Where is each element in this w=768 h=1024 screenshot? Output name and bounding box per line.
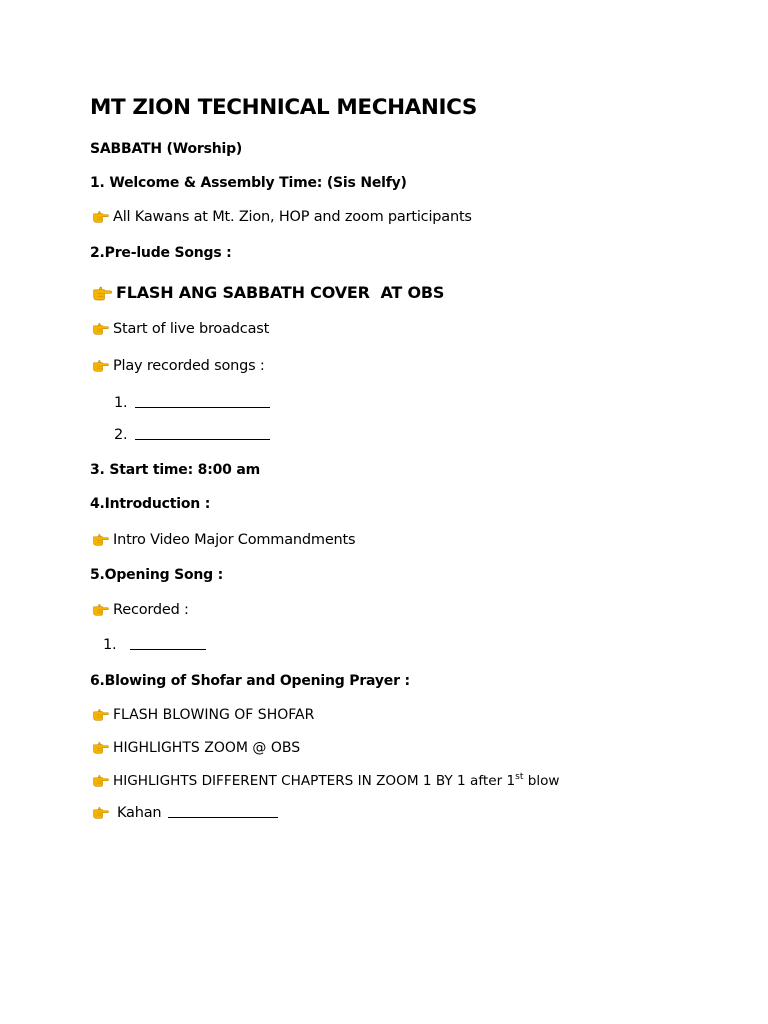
list-item — [92, 532, 355, 548]
section-4-heading: 4.Introduction : — [90, 496, 211, 512]
page-title: MT ZION TECHNICAL MECHANICS — [90, 95, 477, 120]
item-text: Play recorded songs : — [113, 358, 265, 374]
item-number: 1. — [114, 395, 128, 411]
pointing-hand-icon — [92, 321, 109, 335]
section-2-heading: 2.Pre-lude Songs : — [90, 245, 232, 261]
item-text-tail: blow — [523, 773, 560, 789]
list-item — [92, 740, 300, 756]
numbered-blank-item — [114, 427, 270, 443]
item-text: Kahan — [117, 805, 162, 821]
item-text: HIGHLIGHTS ZOOM @ OBS — [113, 740, 301, 756]
numbered-blank-item — [114, 395, 270, 411]
section-6-heading: 6.Blowing of Shofar and Opening Prayer : — [90, 673, 410, 689]
item-text: All Kawans at Mt. Zion, HOP and zoom participants — [113, 209, 472, 225]
list-item — [92, 805, 278, 821]
item-text: FLASH ANG SABBATH COVER AT OBS — [116, 283, 445, 302]
list-item — [92, 707, 314, 723]
section-3-heading: 3. Start time: 8:00 am — [90, 462, 261, 478]
pointing-hand-icon — [92, 707, 109, 721]
item-number: 2. — [114, 427, 128, 443]
list-item — [92, 283, 444, 302]
fill-in-blank — [135, 427, 270, 440]
pointing-hand-icon — [92, 773, 109, 787]
pointing-hand-icon — [92, 602, 109, 616]
section-1-heading: 1. Welcome & Assembly Time: (Sis Nelfy) — [90, 175, 407, 191]
item-text: Intro Video Major Commandments — [113, 532, 356, 548]
item-text: Recorded : — [113, 602, 189, 618]
pointing-hand-icon — [92, 532, 109, 546]
pointing-hand-icon — [92, 284, 112, 301]
item-number: 1. — [103, 637, 117, 653]
subtitle: SABBATH (Worship) — [90, 141, 243, 157]
section-5-heading: 5.Opening Song : — [90, 567, 224, 583]
numbered-blank-item — [103, 637, 206, 653]
item-text: Start of live broadcast — [113, 321, 270, 337]
pointing-hand-icon — [92, 740, 109, 754]
list-item — [92, 209, 472, 225]
pointing-hand-icon — [92, 358, 109, 372]
item-text: FLASH BLOWING OF SHOFAR — [113, 707, 315, 723]
pointing-hand-icon — [92, 805, 109, 819]
list-item — [92, 321, 269, 337]
fill-in-blank — [135, 395, 270, 408]
fill-in-blank — [130, 637, 206, 650]
list-item — [92, 772, 560, 789]
list-item — [92, 358, 265, 374]
ordinal-suffix: st — [515, 772, 524, 782]
item-text: HIGHLIGHTS DIFFERENT CHAPTERS IN ZOOM 1 BY 1 after 1 — [113, 773, 516, 789]
list-item — [92, 602, 189, 618]
pointing-hand-icon — [92, 209, 109, 223]
fill-in-blank — [168, 805, 278, 818]
